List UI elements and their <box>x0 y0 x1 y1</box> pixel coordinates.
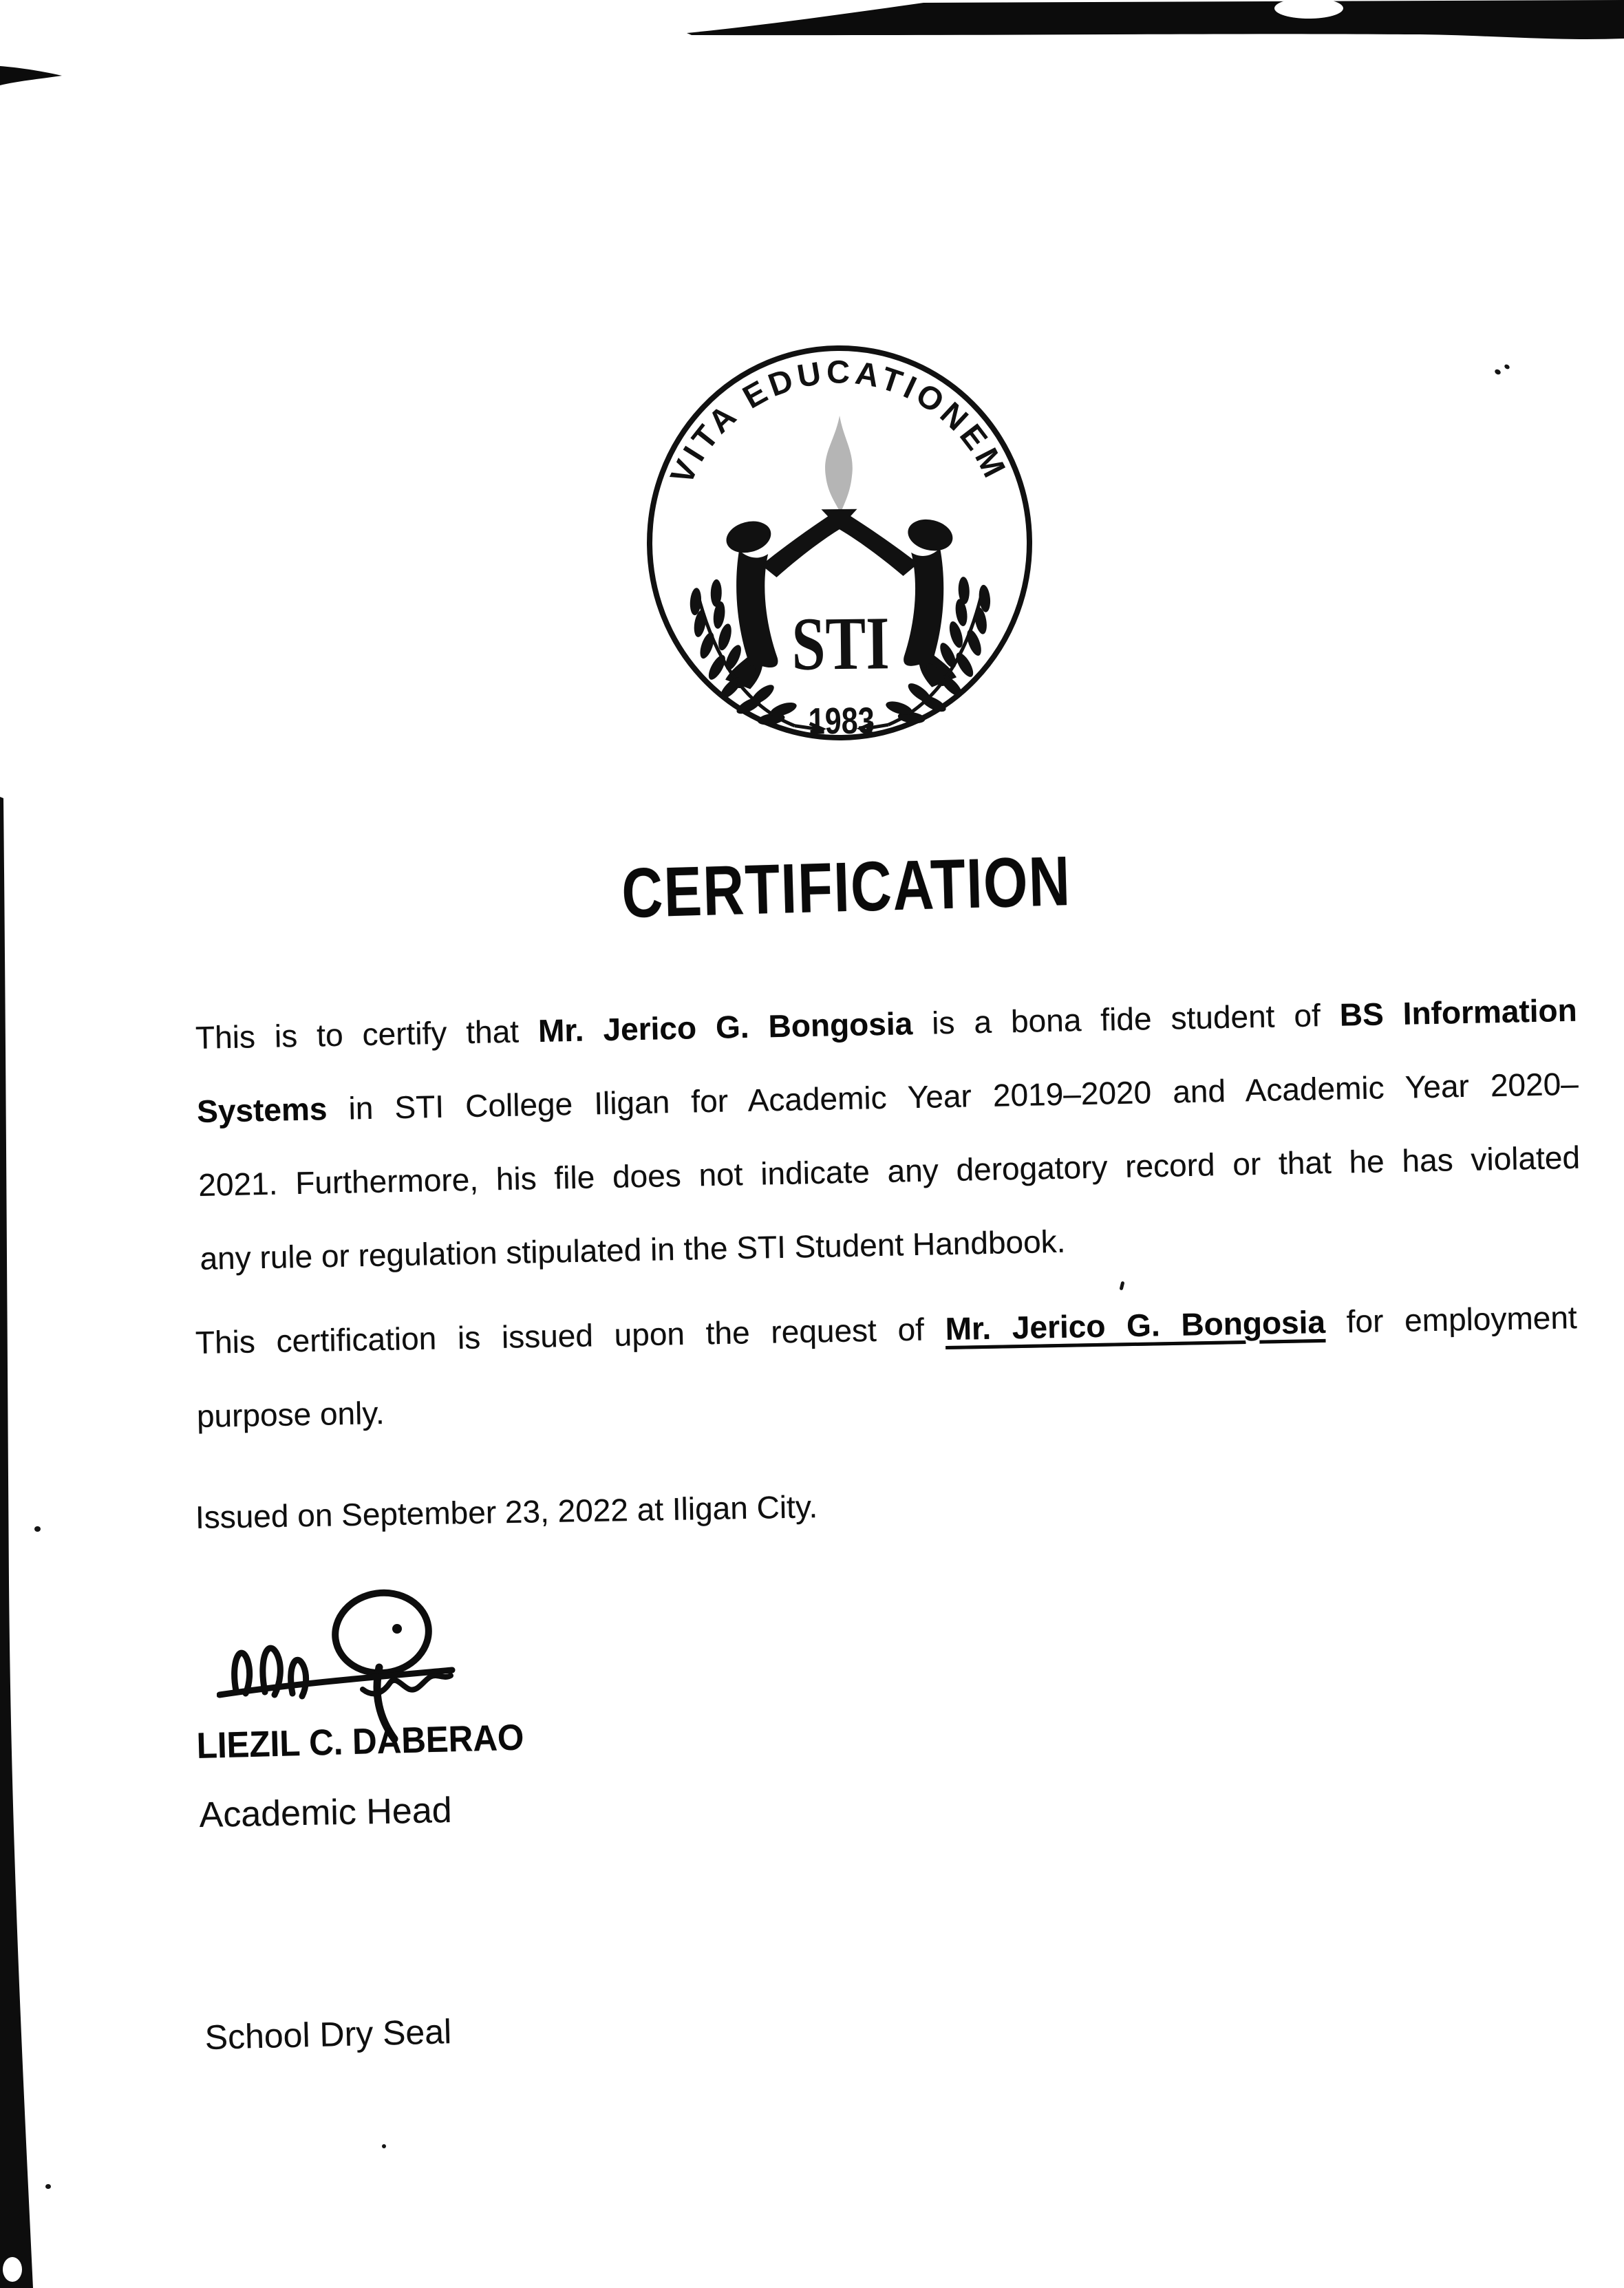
scan-artifact-left-edge-bar <box>0 791 48 2288</box>
torch-flame <box>824 416 853 513</box>
signatory-title: Academic Head <box>199 1790 453 1835</box>
requester-name: Mr. Jerico G. Bongosia <box>945 1303 1326 1347</box>
scan-artifact-top-right-band <box>0 0 1624 96</box>
seal-motto-text: VITA EDUCATIONEM <box>663 353 1015 490</box>
certification-body-paragraph-2 <box>195 1281 1579 1453</box>
body-text: 2021. Furthermore, his file does not indicate any derogatory record or that he has violated <box>197 1139 1581 1203</box>
scan-speck <box>1504 363 1510 370</box>
body-text: in STI College Iligan for Academic Year 2019–2020 and Academic Year 2020– <box>326 1065 1579 1127</box>
body-text: any rule or regulation stipulated in the STI Student Handbook. <box>199 1223 1066 1276</box>
program-name-end: Systems <box>196 1091 328 1129</box>
scan-speck <box>34 1526 41 1532</box>
signatory-name: LIEZIL C. DABERAO <box>196 1717 524 1766</box>
sti-college-seal-logo <box>643 341 1037 744</box>
body-text: This certification is issued upon the request of <box>195 1311 946 1360</box>
seal-founding-year: 1983 <box>808 700 892 742</box>
dry-seal-note: School Dry Seal <box>204 2012 452 2057</box>
body-text: purpose only. <box>196 1394 385 1434</box>
scan-speck <box>382 2144 386 2148</box>
student-name: Mr. Jerico G. Bongosia <box>537 1005 913 1049</box>
program-name-start: BS Information <box>1339 992 1578 1033</box>
scan-speck <box>1494 368 1502 376</box>
issuance-date-line <box>195 1457 1578 1554</box>
body-text: Issued on September 23, 2022 at Iligan City. <box>195 1488 818 1535</box>
certification-title: CERTIFICATION <box>620 841 1072 933</box>
body-line <box>195 1457 1578 1554</box>
body-text: This is to certify that <box>195 1012 539 1056</box>
certification-body-paragraph-1 <box>195 974 1582 1296</box>
body-text: for employment <box>1325 1299 1578 1340</box>
scan-speck <box>45 2184 51 2189</box>
seal-sti-wordmark: STI <box>791 600 915 686</box>
body-text: is a bona fide student of <box>912 996 1340 1042</box>
